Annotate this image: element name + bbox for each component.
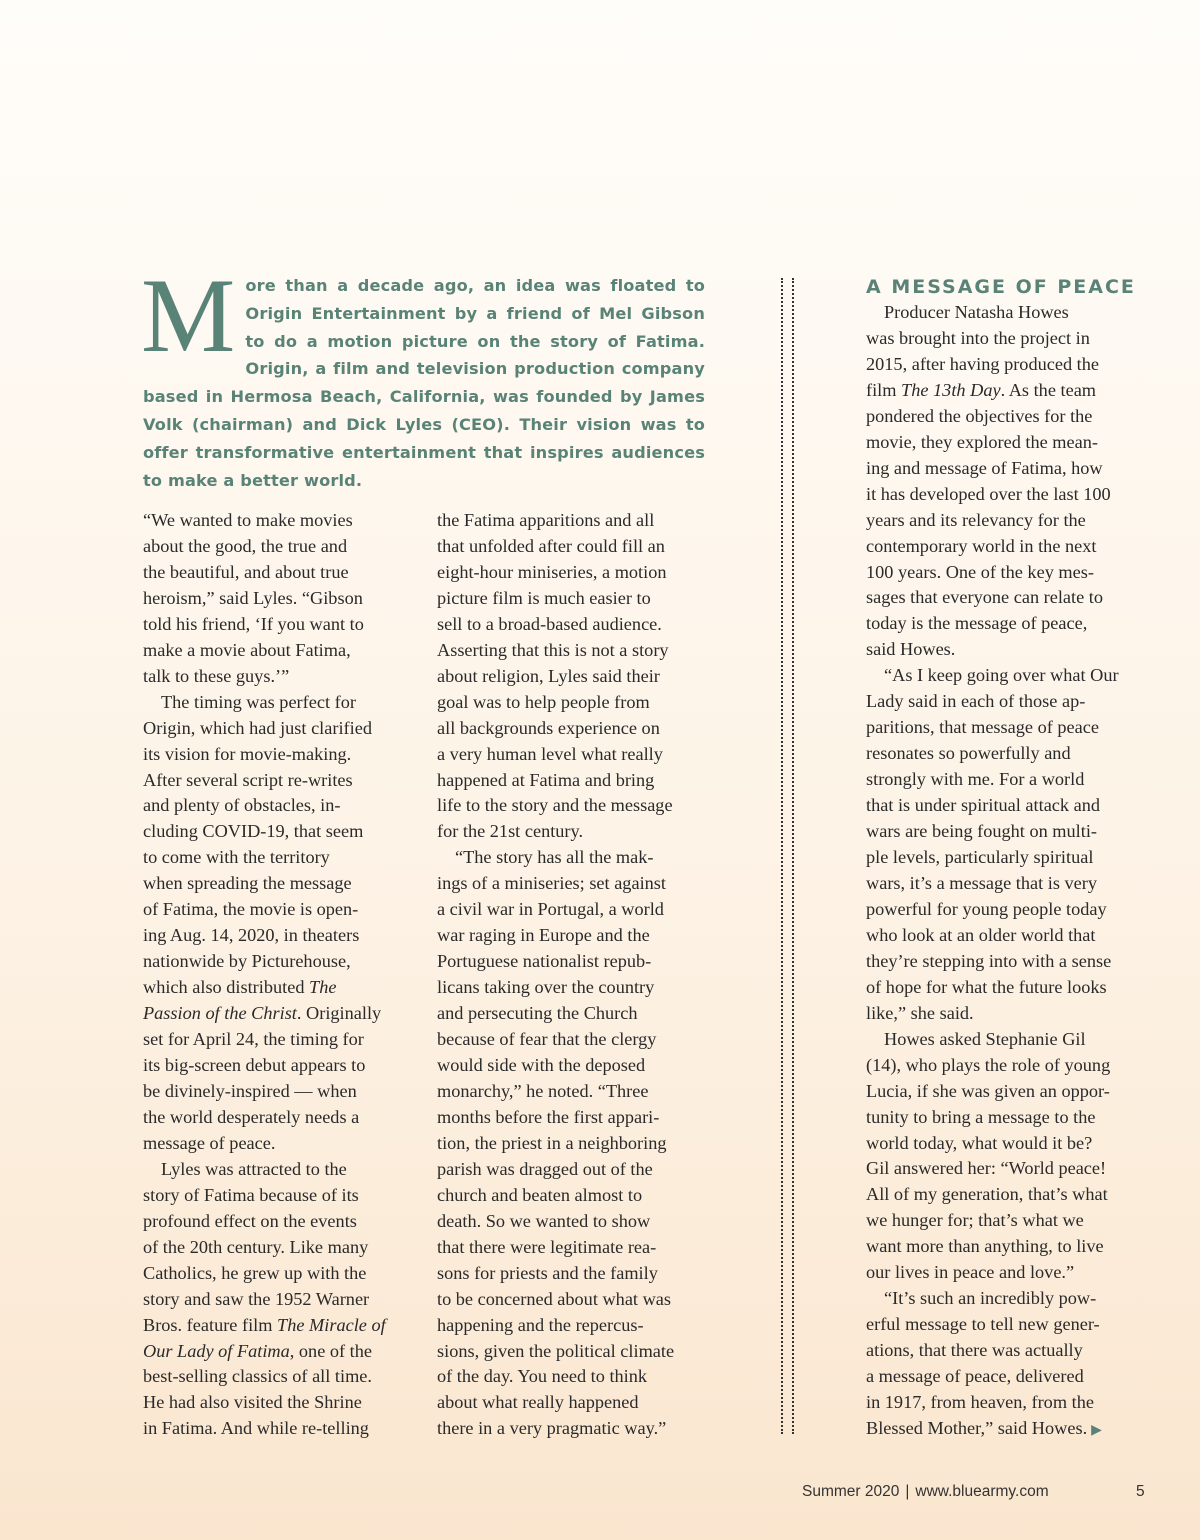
text-line: set for April 24, the timing for [143, 1029, 364, 1050]
text-line: was brought into the project in [866, 327, 1090, 348]
text-line: Portuguese nationalist repub- [437, 951, 652, 972]
text-line: “It’s such an incredibly pow- [884, 1288, 1097, 1309]
text-line: ations, that there was actually [866, 1340, 1083, 1361]
text-line: Bros. feature film The Miracle of [143, 1314, 386, 1335]
text-line: it has developed over the last 100 [866, 483, 1111, 504]
text-line: goal was to help people from [437, 691, 650, 712]
text-line: sell to a broad-based audience. [437, 613, 662, 634]
drop-cap: M [141, 257, 236, 374]
text-line: paritions, that message of peace [866, 717, 1099, 738]
text-line: church and beaten almost to [437, 1184, 643, 1205]
text-line: about what really happened [437, 1392, 639, 1413]
text-line: “The story has all the mak- [455, 847, 654, 868]
text-line: when spreading the message [143, 873, 352, 894]
text-line: Catholics, he grew up with the [143, 1262, 367, 1283]
intro-text: ore than a decade ago, an idea was floated to Origin Entertainment by a friend of Mel Gibson to do a motion picture on the story of Fatima. Origin, a film and television production company based in Hermosa Beach, California, was founded by James Volk (chairman) and Dick Lyles (CEO). Their vision was to offer transformative entertainment that inspires audiences to make a better world. [143, 276, 705, 490]
text-line: “We wanted to make movies [143, 510, 353, 530]
text-line: death. So we wanted to show [437, 1210, 651, 1231]
page-number: 5 [1136, 1483, 1145, 1500]
text-line: contemporary world in the next [866, 535, 1097, 556]
text-line: Lucia, if she was given an oppor- [866, 1080, 1110, 1101]
text-line: eight-hour miniseries, a motion [437, 561, 667, 582]
text-line: of the day. You need to think [437, 1366, 648, 1387]
text-line: told his friend, ‘If you want to [143, 613, 364, 634]
text-line: happened at Fatima and bring [437, 769, 655, 790]
text-line: movie, they explored the mean- [866, 431, 1098, 452]
article-column-2 [437, 508, 709, 1442]
text-line: Lady said in each of those ap- [866, 691, 1086, 712]
text-line: to come with the territory [143, 847, 330, 868]
text-line: sions, given the political climate [437, 1340, 675, 1361]
text-line: tunity to bring a message to the [866, 1106, 1096, 1127]
text-line: world today, what would it be? [866, 1132, 1093, 1153]
text-line: He had also visited the Shrine [143, 1392, 362, 1413]
text-line: best-selling classics of all time. [143, 1366, 372, 1387]
text-line: ing Aug. 14, 2020, in theaters [143, 925, 360, 946]
text-line: months before the first appari- [437, 1106, 660, 1127]
text-line: about religion, Lyles said their [437, 665, 660, 686]
article-column-1 [143, 508, 415, 1442]
text-line: they’re stepping into with a sense [866, 950, 1112, 971]
text-line: Howes asked Stephanie Gil [884, 1028, 1086, 1049]
text-line: pondered the objectives for the [866, 405, 1093, 426]
text-line: “As I keep going over what Our [884, 665, 1119, 686]
text-line: that is under spiritual attack and [866, 795, 1101, 816]
end-arrow-icon: ▶ [1091, 1422, 1102, 1438]
text-line: Blessed Mother,” said Howes. ▶ [866, 1416, 1156, 1444]
text-line: story of Fatima because of its [143, 1184, 359, 1205]
text-line: all backgrounds experience on [437, 717, 660, 738]
text-line: who look at an older world that [866, 924, 1096, 945]
text-line: today is the message of peace, [866, 613, 1088, 634]
text-line: that unfolded after could fill an [437, 535, 665, 556]
text-line: in 1917, from heaven, from the [866, 1392, 1094, 1413]
text-line: Passion of the Christ. Originally [143, 1003, 382, 1024]
text-line: story and saw the 1952 Warner [143, 1288, 370, 1309]
text-line: war raging in Europe and the [437, 925, 650, 946]
footer-separator: | [905, 1483, 910, 1500]
text-line: of Fatima, the movie is open- [143, 899, 359, 920]
text-line: in Fatima. And while re-telling [143, 1418, 369, 1439]
text-line: Lyles was attracted to the [161, 1158, 347, 1179]
text-line: of hope for what the future looks [866, 976, 1107, 997]
text-line: about the good, the true and [143, 535, 348, 556]
text-line: After several script re-writes [143, 769, 353, 790]
text-line: ple levels, particularly spiritual [866, 847, 1094, 868]
text-line: parish was dragged out of the [437, 1158, 653, 1179]
text-line: monarchy,” he noted. “Three [437, 1080, 649, 1101]
text-line: The timing was perfect for [161, 691, 356, 712]
text-line: resonates so powerfully and [866, 743, 1071, 764]
text-line: of the 20th century. Like many [143, 1236, 369, 1257]
text-line: the world desperately needs a [143, 1106, 360, 1127]
text-line: years and its relevancy for the [866, 509, 1086, 530]
website-link[interactable]: www.bluearmy.com [915, 1483, 1049, 1500]
text-line: film The 13th Day. As the team [866, 379, 1097, 400]
text-line: happening and the repercus- [437, 1314, 644, 1335]
text-line: because of fear that the clergy [437, 1029, 657, 1050]
text-line: we hunger for; that’s what we [866, 1210, 1084, 1231]
text-line: Gil answered her: “World peace! [866, 1158, 1107, 1179]
text-line: and persecuting the Church [437, 1003, 638, 1024]
text-line: Origin, which had just clarified [143, 717, 372, 738]
text-line: Asserting that this is not a story [437, 639, 669, 660]
text-line: to be concerned about what was [437, 1288, 672, 1309]
issue-label: Summer 2020 [802, 1483, 900, 1500]
text-line: 100 years. One of the key mes- [866, 561, 1094, 582]
text-line: strongly with me. For a world [866, 769, 1085, 790]
text-line: picture film is much easier to [437, 587, 651, 608]
text-line: ings of a miniseries; set against [437, 873, 666, 894]
text-line: sages that everyone can relate to [866, 587, 1104, 608]
text-line: life to the story and the message [437, 795, 673, 816]
text-line: wars, it’s a message that is very [866, 872, 1097, 893]
text-line: nationwide by Picturehouse, [143, 951, 351, 972]
text-line: sons for priests and the family [437, 1262, 658, 1283]
text-line: heroism,” said Lyles. “Gibson [143, 587, 363, 608]
text-line: ing and message of Fatima, how [866, 457, 1103, 478]
column-divider [781, 278, 794, 1434]
text-line: 2015, after having produced the [866, 353, 1100, 374]
text-line: there in a very pragmatic way.” [437, 1418, 667, 1439]
text-line: (14), who plays the role of young [866, 1054, 1111, 1075]
text-line: its vision for movie-making. [143, 743, 352, 764]
text-line: said Howes. [866, 639, 956, 660]
text-line: powerful for young people today [866, 898, 1107, 919]
text-line: like,” she said. [866, 1002, 974, 1023]
text-line: make a movie about Fatima, [143, 639, 351, 660]
text-line: for the 21st century. [437, 821, 584, 842]
text-line: that there were legitimate rea- [437, 1236, 657, 1257]
text-line: profound effect on the events [143, 1210, 357, 1231]
article-column-3 [866, 274, 1156, 1444]
text-line: All of my generation, that’s what [866, 1184, 1108, 1205]
intro-paragraph [141, 257, 705, 494]
text-line: be divinely-inspired — when [143, 1080, 357, 1101]
text-line: cluding COVID-19, that seem [143, 821, 364, 842]
text-line: a very human level what really [437, 743, 663, 764]
text-line: would side with the deposed [437, 1055, 646, 1076]
text-line: Producer Natasha Howes [884, 302, 1069, 322]
text-line: tion, the priest in a neighboring [437, 1132, 667, 1153]
section-heading: A MESSAGE OF PEACE [866, 276, 1136, 298]
text-line: a message of peace, delivered [866, 1366, 1084, 1387]
page-footer [802, 1483, 1049, 1501]
text-line: erful message to tell new gener- [866, 1314, 1100, 1335]
text-line: and plenty of obstacles, in- [143, 795, 341, 816]
text-line: Our Lady of Fatima, one of the [143, 1340, 373, 1361]
text-line: the Fatima apparitions and all [437, 510, 655, 530]
text-line: its big-screen debut appears to [143, 1055, 366, 1076]
text-line: want more than anything, to live [866, 1236, 1104, 1257]
text-line: our lives in peace and love.” [866, 1262, 1075, 1283]
text-line: message of peace. [143, 1132, 276, 1153]
text-line: licans taking over the country [437, 977, 655, 998]
text-line: which also distributed The [143, 977, 337, 998]
text-line: the beautiful, and about true [143, 561, 349, 582]
text-line: wars are being fought on multi- [866, 821, 1097, 842]
text-line: talk to these guys.’” [143, 665, 290, 686]
text-line: a civil war in Portugal, a world [437, 899, 664, 920]
